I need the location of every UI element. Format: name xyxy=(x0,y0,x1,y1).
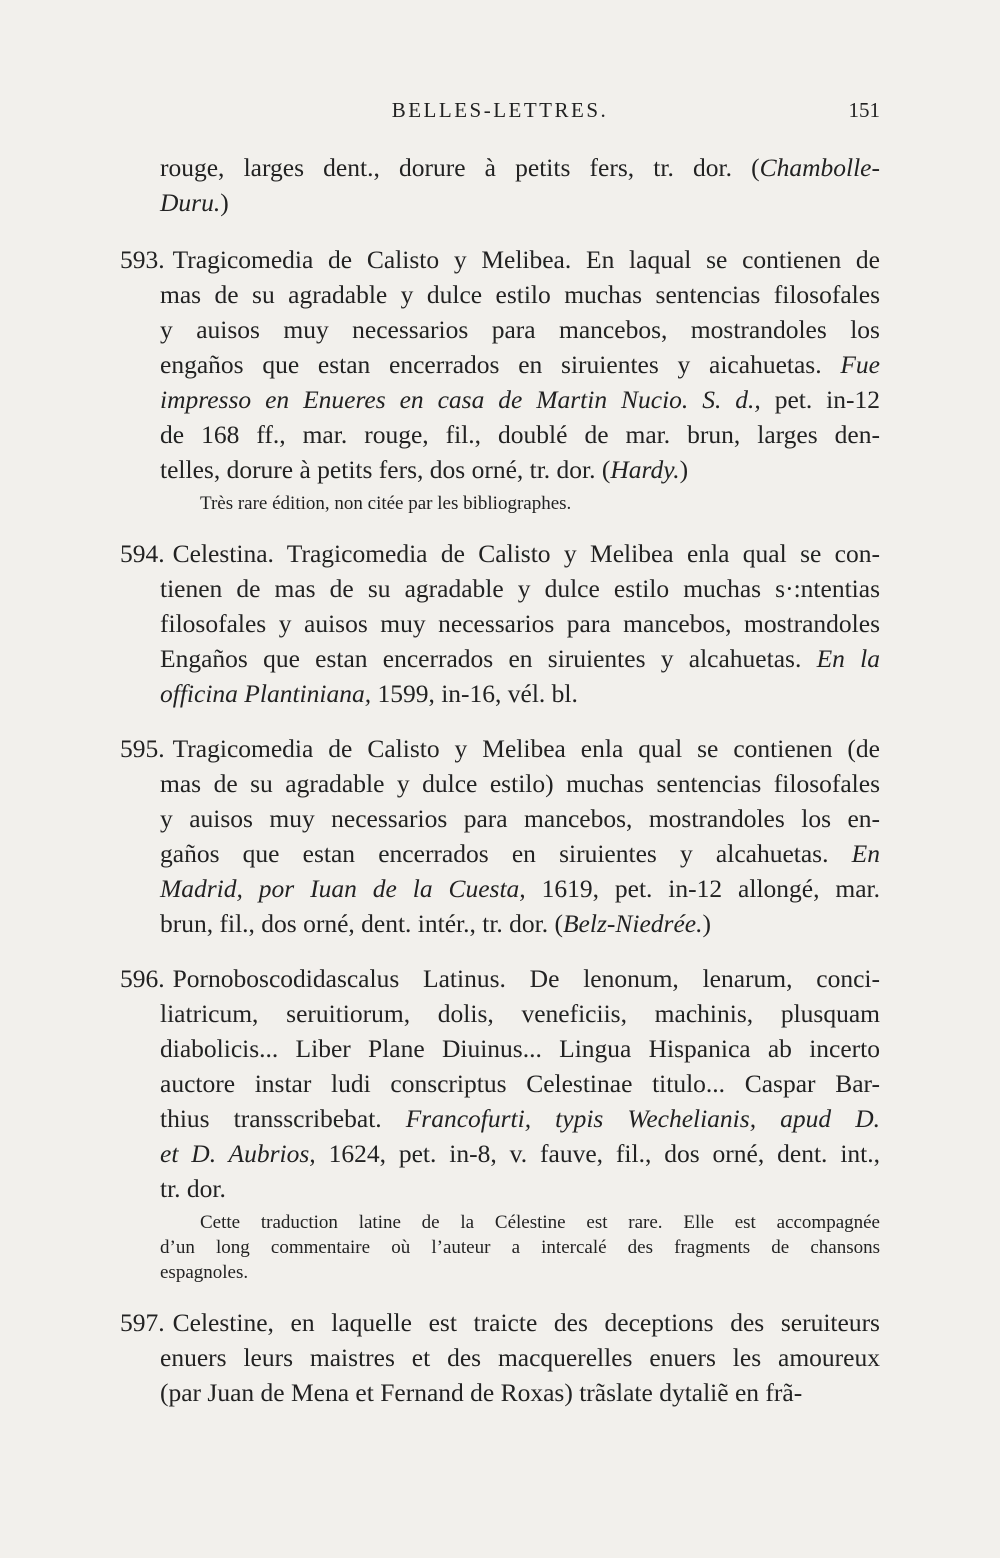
catalog-entry xyxy=(120,731,880,941)
catalog-entry xyxy=(120,1305,880,1410)
text-line: de 168 ff., mar. rouge, fil., doublé de mar. brun, larges den- xyxy=(160,420,880,449)
text-line: officina Plantiniana, 1599, in-16, vél. bl. xyxy=(160,679,578,708)
note-line: d’un long commentaire où l’auteur a intercalé des fragments de chansons xyxy=(160,1237,880,1258)
continuation-text xyxy=(120,150,880,220)
entry-first-line xyxy=(120,536,880,571)
text-line: rouge, larges dent., dorure à petits fers, tr. dor. (Chambolle- xyxy=(160,153,880,182)
catalog-entry xyxy=(120,242,880,516)
text-line: brun, fil., dos orné, dent. intér., tr. dor. (Belz-Niedrée.) xyxy=(160,909,711,938)
text-line: Duru.) xyxy=(160,188,229,217)
text-line: gaños que estan encerrados en siruientes y alcahuetas. En xyxy=(160,839,880,868)
entry-number: 594. xyxy=(120,539,165,568)
text-line: y auisos muy necessarios para mancebos, mostrandoles los en- xyxy=(160,804,880,833)
text-line: enuers leurs maistres et des macquerelles enuers les amoureux xyxy=(160,1343,880,1372)
entry-first-line-text: Tragicomedia de Calisto y Melibea enla qual se contienen (de xyxy=(172,734,880,763)
text-line: mas de su agradable y dulce estilo) muchas sentencias filosofales xyxy=(160,769,880,798)
text-line: y auisos muy necessarios para mancebos, mostrandoles los xyxy=(160,315,880,344)
text-line: engaños que estan encerrados en siruientes y aicahuetas. Fue xyxy=(160,350,880,379)
text-line: tienen de mas de su agradable y dulce estilo muchas s·:ntentias xyxy=(160,574,880,603)
text-line: (par Juan de Mena et Fernand de Roxas) trãslate dytaliẽ en frã- xyxy=(160,1378,803,1407)
text-line: diabolicis... Liber Plane Diuinus... Lingua Hispanica ab incerto xyxy=(160,1034,880,1063)
text-line: Madrid, por Iuan de la Cuesta, 1619, pet. in-12 allongé, mar. xyxy=(160,874,880,903)
entry-first-line xyxy=(120,731,880,766)
entry-number: 596. xyxy=(120,964,165,993)
entry-note xyxy=(120,1210,880,1285)
entry-first-line-text: Celestina. Tragicomedia de Calisto y Melibea enla qual se con- xyxy=(172,539,880,568)
text-line: tr. dor. xyxy=(160,1174,226,1203)
entry-number: 595. xyxy=(120,734,165,763)
text-line: mas de su agradable y dulce estilo muchas sentencias filosofales xyxy=(160,280,880,309)
text-line: thius transscribebat. Francofurti, typis Wechelianis, apud D. xyxy=(160,1104,881,1133)
entry-first-line-text: Celestine, en laquelle est traicte des deceptions des seruiteurs xyxy=(172,1308,880,1337)
catalog-entry xyxy=(120,961,880,1285)
entry-first-line-text: Tragicomedia de Calisto y Melibea. En laqual se contienen de xyxy=(172,245,880,274)
note-line: espagnoles. xyxy=(160,1262,249,1283)
text-line: impresso en Enueres en casa de Martin Nucio. S. d., pet. in-12 xyxy=(160,385,881,414)
page-number: 151 xyxy=(848,98,880,122)
entry-first-line xyxy=(120,961,880,996)
text-line: et D. Aubrios, 1624, pet. in-8, v. fauve, fil., dos orné, dent. int., xyxy=(160,1139,880,1168)
entry-first-line-text: Pornoboscodidascalus Latinus. De lenonum, lenarum, conci- xyxy=(172,964,880,993)
page-body xyxy=(120,150,880,1430)
running-title: BELLES-LETTRES. xyxy=(391,98,609,122)
text-line: filosofales y auisos muy necessarios para mancebos, mostrandoles xyxy=(160,609,880,638)
note-line: Cette traduction latine de la Célestine est rare. Elle est accompagnée xyxy=(200,1212,880,1233)
text-line: telles, dorure à petits fers, dos orné, tr. dor. (Hardy.) xyxy=(160,455,689,484)
entry-first-line xyxy=(120,242,880,277)
catalog-entry xyxy=(120,536,880,711)
entry-first-line xyxy=(120,1305,880,1340)
entry-note xyxy=(120,491,880,516)
note-line: Très rare édition, non citée par les bibliographes. xyxy=(200,493,572,514)
text-line: auctore instar ludi conscriptus Celestinae titulo... Caspar Bar- xyxy=(160,1069,880,1098)
entry-number: 593. xyxy=(120,245,165,274)
entry-number: 597. xyxy=(120,1308,165,1337)
text-line: liatricum, seruitiorum, dolis, veneficiis, machinis, plusquam xyxy=(160,999,880,1028)
page-header xyxy=(120,98,880,138)
text-line: Engaños que estan encerrados en siruientes y alcahuetas. En la xyxy=(160,644,880,673)
